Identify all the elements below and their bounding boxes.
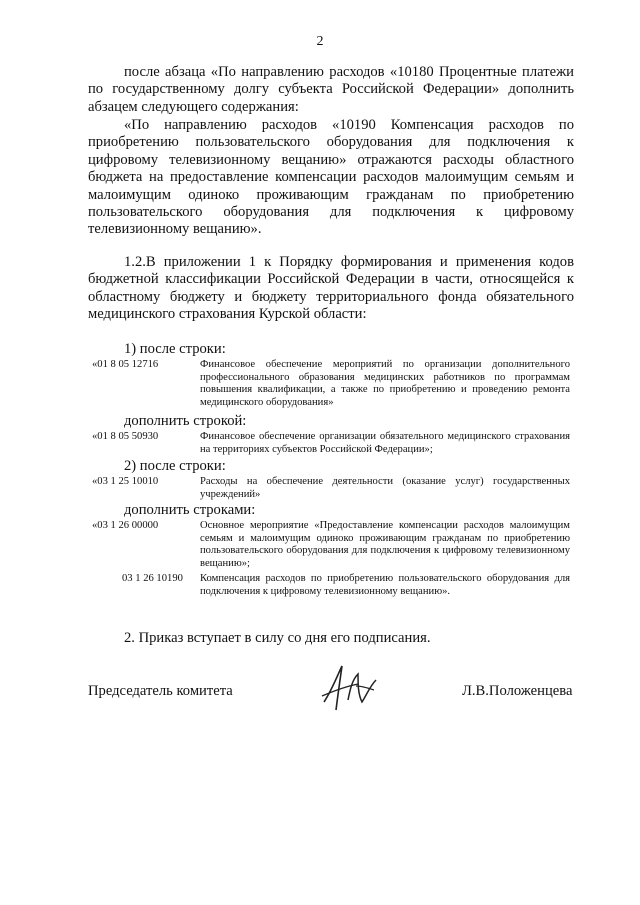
paragraph-new-content: «По направлению расходов «10190 Компенсация расходов по приобретению пользовательского оборудования для подключения к цифровому телевизионному вещанию» отражаются расходы областного бюджета на предоставление компенсации расходов малоимущим семьям и малоимущим одиноко проживающим гражданам по приобретению пользовательского оборудования для подключения к цифровому телевизионному вещанию».: [88, 117, 574, 238]
row-code: «03 1 26 00000: [92, 520, 159, 531]
label-after-row-2: 2) после строки:: [124, 458, 226, 474]
label-add-row: дополнить строкой:: [124, 413, 247, 429]
handwritten-signature: [318, 660, 382, 716]
signatory-name: Л.В.Положенцева: [462, 683, 573, 699]
row-code: «01 8 05 50930: [92, 431, 159, 442]
paragraph-appendix: 1.2.В приложении 1 к Порядку формирования и применения кодов бюджетной классификации Российской Федерации в части, относящейся к областному бюджету и бюджету территориального фонда обязательного медицинского страхования Курской области:: [88, 254, 574, 323]
signatory-role: Председатель комитета: [88, 683, 233, 699]
row-text: Финансовое обеспечение организации обязательного медицинского страхования на территориях субъектов Российской Федерации»;: [200, 431, 570, 455]
row-code: 03 1 26 10190: [122, 573, 183, 584]
row-code: «03 1 25 10010: [92, 476, 159, 487]
paragraph-insert-after: после абзаца «По направлению расходов «10180 Процентные платежи по государственному долгу субъекта Российской Федерации» дополнить абзацем следующего содержания:: [88, 64, 574, 115]
label-add-rows: дополнить строками:: [124, 502, 256, 518]
row-text: Расходы на обеспечение деятельности (оказание услуг) государственных учреждений»: [200, 476, 570, 500]
row-text: Компенсация расходов по приобретению пользовательского оборудования для подключения к цифровому телевизионному вещанию».: [200, 573, 570, 597]
order-effective-text: 2. Приказ вступает в силу со дня его подписания.: [124, 630, 431, 646]
row-code: «01 8 05 12716: [92, 359, 159, 370]
label-after-row-1: 1) после строки:: [124, 341, 226, 357]
row-text: Финансовое обеспечение мероприятий по организации дополнительного профессионального образования медицинских работников по программам повышения квалификации, а также по приобретению и проведению ремонта медицинского оборудования»: [200, 359, 570, 408]
page-number: 2: [316, 34, 324, 49]
row-text: Основное мероприятие «Предоставление компенсации расходов малоимущим семьям и малоимущим одиноко проживающим гражданам по приобретению пользовательского оборудования для подключения к цифровому телевизионному вещанию»;: [200, 520, 570, 569]
